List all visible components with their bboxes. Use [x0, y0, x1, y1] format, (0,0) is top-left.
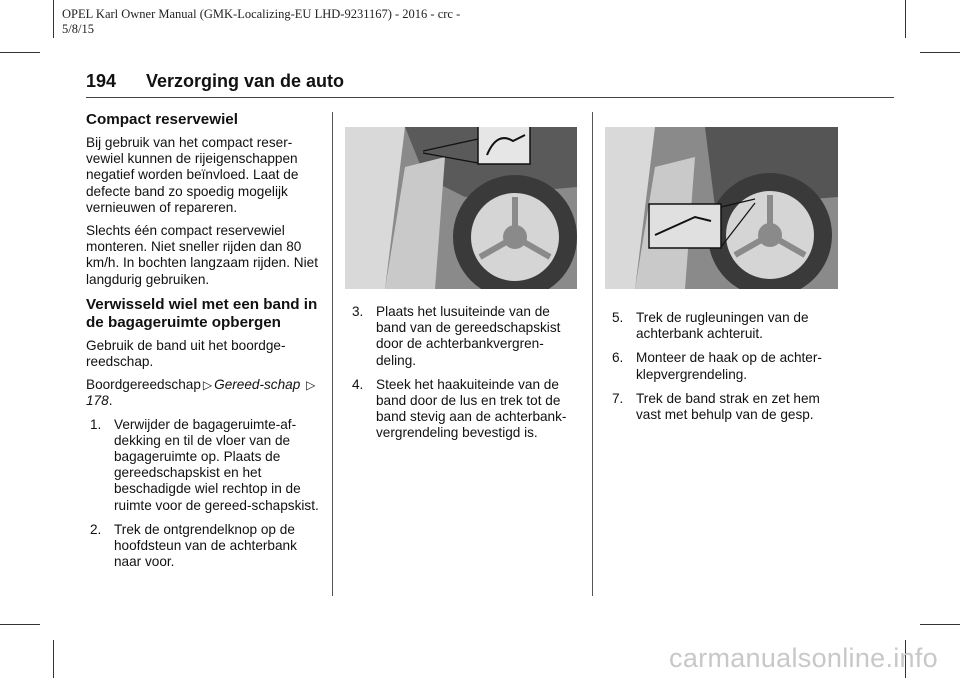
xref-lead: Boordgereedschap — [86, 377, 201, 393]
section-title: Verzorging van de auto — [146, 71, 345, 91]
step-list — [612, 310, 840, 423]
crop-mark — [905, 0, 906, 38]
step-text: Trek de rugleuningen van de achterbank achteruit. — [636, 310, 809, 342]
cross-reference-arrow-icon: ▷ — [202, 378, 213, 393]
crop-mark — [53, 640, 54, 678]
crop-mark — [920, 624, 960, 625]
column-divider — [332, 112, 333, 596]
illustration-hook-tailgate — [605, 127, 838, 289]
list-item — [90, 417, 322, 514]
step-number: 5. — [612, 310, 624, 325]
step-text: Trek de band strak en zet hem vast met behulp van de gesp. — [636, 390, 820, 423]
list-item — [352, 304, 580, 369]
step-number: 3. — [352, 304, 364, 319]
xref-target-link[interactable]: Gereed-schap — [214, 377, 301, 393]
crop-mark — [0, 624, 40, 625]
paragraph: Bij gebruik van het compact reser-vewiel kunnen de rijeigenschappen negatief worden beïnvloed. Laat de defecte band zo spoedig mogelijk vernieuwen of repareren. — [86, 135, 299, 215]
cross-reference-arrow-icon: ▷ — [306, 378, 316, 393]
cross-reference — [86, 377, 322, 409]
illustration-tie-strap-loop — [345, 127, 577, 289]
step-text: Plaats het lusuiteinde van de band van de gereedschapskist door de achterbankvergren-deling. — [376, 304, 561, 368]
list-item — [90, 522, 322, 571]
print-metadata-line1: OPEL Karl Owner Manual (GMK-Localizing-EU LHD-9231167) - 2016 - crc - — [62, 7, 461, 21]
paragraph: Gebruik de band uit het boordge-reedschap. — [86, 337, 286, 370]
heading-compact-spare: Compact reservewiel — [86, 111, 238, 128]
column-2 — [352, 304, 580, 450]
list-item — [612, 350, 840, 382]
list-item — [612, 391, 840, 423]
paragraph: Slechts één compact reservewiel monteren. Niet sneller rijden dan 80 km/h. In bochten langzaam rijden. Niet langdurig gebruiken. — [86, 223, 318, 287]
step-number: 2. — [90, 521, 102, 537]
crop-mark — [53, 0, 54, 38]
page-header — [86, 71, 894, 92]
step-text: Trek de ontgrendelknop op de hoofdsteun van de achterbank naar voor. — [114, 521, 297, 570]
heading-stow-wheel: Verwisseld wiel met een band in de bagageruimte opbergen — [86, 295, 318, 331]
step-text: Verwijder de bagageruimte-af-dekking en til de vloer van de bagageruimte op. Plaats de gereedschapskist en het beschadigde wiel rechtop in de ruimte voor de gereed-schapskist. — [114, 416, 319, 513]
xref-page-link[interactable]: 178 — [86, 393, 109, 409]
crop-mark — [920, 52, 960, 53]
step-list — [86, 417, 322, 571]
header-rule — [86, 97, 894, 98]
column-3 — [612, 310, 840, 431]
list-item — [352, 377, 580, 442]
page-number: 194 — [86, 71, 117, 91]
print-metadata — [62, 7, 542, 37]
print-metadata-line2: 5/8/15 — [62, 22, 94, 36]
step-text: Steek het haakuiteinde van de band door de lus en trek tot de band stevig aan de achterbank-vergrendeling bevestigd is. — [376, 376, 567, 441]
step-number: 7. — [612, 390, 624, 406]
step-list — [352, 304, 580, 442]
step-number: 6. — [612, 350, 624, 366]
list-item — [612, 310, 840, 342]
step-text: Monteer de haak op de achter-klepvergrendeling. — [636, 350, 822, 382]
xref-end: . — [108, 393, 113, 409]
step-number: 4. — [352, 376, 364, 392]
watermark: carmanualsonline.info — [669, 643, 938, 673]
crop-mark — [0, 52, 40, 53]
step-number: 1. — [90, 416, 102, 432]
column-divider — [592, 112, 593, 596]
column-1 — [86, 111, 322, 578]
